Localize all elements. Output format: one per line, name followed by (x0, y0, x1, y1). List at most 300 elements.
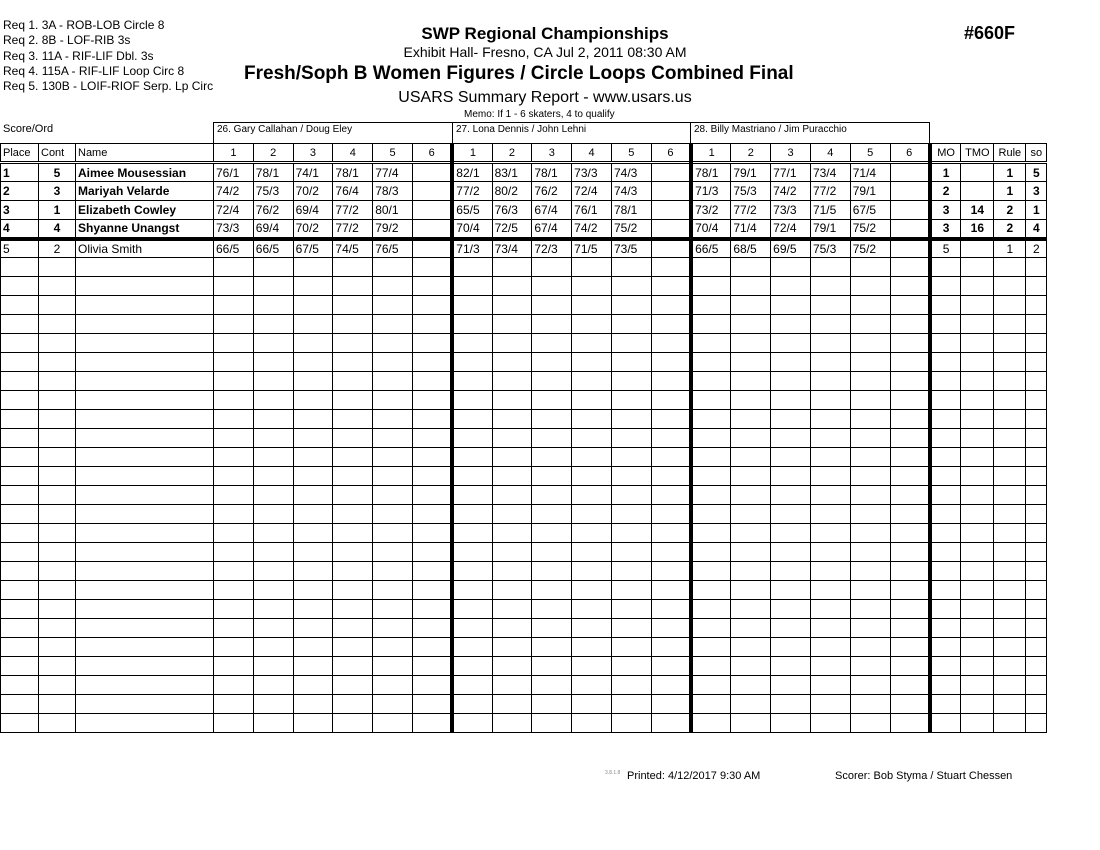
cont-cell (39, 676, 76, 695)
score-cell (572, 353, 612, 372)
score-cell: 67/4 (532, 201, 572, 220)
judge-column-header: 5 (850, 144, 890, 163)
score-cell (532, 429, 572, 448)
score-cell (691, 657, 731, 676)
score-cell (532, 315, 572, 334)
table-row (1, 410, 1047, 429)
so-cell: 2 (1026, 239, 1047, 258)
score-cell (532, 638, 572, 657)
tmo-cell: 16 (961, 220, 994, 239)
score-cell (452, 676, 492, 695)
table-row (1, 220, 1047, 239)
score-cell (253, 353, 293, 372)
score-cell (890, 638, 930, 657)
results-table (0, 143, 1047, 733)
rule-header: Rule (994, 144, 1026, 163)
score-cell (293, 334, 333, 353)
score-cell (850, 676, 890, 695)
score-cell: 70/4 (452, 220, 492, 239)
score-cell (214, 581, 254, 600)
score-cell (373, 410, 413, 429)
score-cell (651, 201, 691, 220)
score-cell (253, 714, 293, 733)
score-cell (771, 429, 811, 448)
score-cell (691, 562, 731, 581)
so-cell (1026, 695, 1047, 714)
score-cell: 73/3 (214, 220, 254, 239)
place-cell: 4 (1, 220, 39, 239)
score-cell: 76/2 (532, 182, 572, 201)
score-cell (373, 657, 413, 676)
cont-cell (39, 695, 76, 714)
score-cell (293, 619, 333, 638)
score-cell (890, 334, 930, 353)
score-cell: 77/4 (373, 163, 413, 182)
score-cell (373, 562, 413, 581)
skater-name (76, 676, 214, 695)
score-cell (691, 429, 731, 448)
rule-cell (994, 657, 1026, 676)
score-cell (373, 391, 413, 410)
score-cell (532, 372, 572, 391)
mo-cell (930, 714, 961, 733)
version-label: 3.8.1.8 (605, 770, 621, 776)
score-cell: 72/4 (771, 220, 811, 239)
place-cell (1, 638, 39, 657)
cont-cell: 3 (39, 182, 76, 201)
score-cell (373, 581, 413, 600)
judge-column-header: 2 (731, 144, 771, 163)
place-cell (1, 315, 39, 334)
tmo-cell (961, 581, 994, 600)
score-cell: 70/4 (691, 220, 731, 239)
score-cell (850, 277, 890, 296)
score-cell (731, 315, 771, 334)
skater-name (76, 258, 214, 277)
score-cell (452, 562, 492, 581)
score-cell (373, 258, 413, 277)
mo-cell (930, 467, 961, 486)
score-cell: 66/5 (691, 239, 731, 258)
score-cell (771, 695, 811, 714)
so-cell (1026, 581, 1047, 600)
score-cell (890, 714, 930, 733)
score-cell (810, 467, 850, 486)
score-cell (532, 562, 572, 581)
table-row (1, 543, 1047, 562)
score-cell: 73/2 (691, 201, 731, 220)
tmo-cell (961, 486, 994, 505)
score-cell (412, 296, 452, 315)
score-cell (611, 638, 651, 657)
score-cell (532, 581, 572, 600)
score-cell (412, 524, 452, 543)
score-cell (890, 163, 930, 182)
score-cell: 78/1 (253, 163, 293, 182)
score-cell (651, 524, 691, 543)
score-cell (373, 429, 413, 448)
score-cell (572, 258, 612, 277)
score-cell (691, 277, 731, 296)
score-cell (691, 448, 731, 467)
cont-cell (39, 657, 76, 676)
score-cell (214, 315, 254, 334)
so-cell: 3 (1026, 182, 1047, 201)
score-cell (253, 410, 293, 429)
score-cell (731, 562, 771, 581)
score-cell (850, 600, 890, 619)
score-cell (253, 676, 293, 695)
score-cell (333, 695, 373, 714)
skater-name (76, 486, 214, 505)
score-cell (412, 638, 452, 657)
score-cell (611, 600, 651, 619)
score-cell (890, 581, 930, 600)
table-row (1, 163, 1047, 182)
score-cell (611, 334, 651, 353)
tmo-cell (961, 657, 994, 676)
score-cell: 80/2 (492, 182, 532, 201)
score-cell (333, 600, 373, 619)
skater-name (76, 353, 214, 372)
score-cell (293, 315, 333, 334)
rule-cell (994, 258, 1026, 277)
score-cell (611, 296, 651, 315)
cont-cell (39, 448, 76, 467)
score-cell: 66/5 (253, 239, 293, 258)
score-cell (771, 410, 811, 429)
score-cell (771, 486, 811, 505)
score-cell (731, 657, 771, 676)
score-cell (890, 562, 930, 581)
skater-name (76, 657, 214, 676)
table-row (1, 676, 1047, 695)
score-cell (492, 619, 532, 638)
score-cell (850, 448, 890, 467)
so-cell (1026, 410, 1047, 429)
score-cell (373, 695, 413, 714)
score-cell: 75/2 (850, 220, 890, 239)
score-cell (412, 562, 452, 581)
printed-date: Printed: 4/12/2017 9:30 AM (627, 770, 761, 782)
score-cell: 77/2 (333, 201, 373, 220)
score-cell (333, 410, 373, 429)
so-cell (1026, 353, 1047, 372)
score-cell (333, 524, 373, 543)
score-cell (731, 505, 771, 524)
score-cell (293, 581, 333, 600)
score-cell (452, 296, 492, 315)
score-cell: 69/4 (253, 220, 293, 239)
mo-cell (930, 391, 961, 410)
score-cell (771, 619, 811, 638)
score-cell (214, 353, 254, 372)
score-cell (253, 372, 293, 391)
score-cell (492, 486, 532, 505)
score-cell (452, 448, 492, 467)
tmo-cell (961, 163, 994, 182)
score-cell (810, 296, 850, 315)
judge-column-header: 3 (771, 144, 811, 163)
score-cell (452, 353, 492, 372)
table-row (1, 201, 1047, 220)
score-cell: 75/3 (731, 182, 771, 201)
judge-column-header: 3 (532, 144, 572, 163)
score-cell (532, 353, 572, 372)
score-cell (293, 505, 333, 524)
cont-cell (39, 296, 76, 315)
score-cell (611, 486, 651, 505)
so-cell (1026, 467, 1047, 486)
score-cell (691, 505, 731, 524)
score-cell (253, 505, 293, 524)
score-cell: 79/2 (373, 220, 413, 239)
score-cell: 67/4 (532, 220, 572, 239)
score-cell (771, 543, 811, 562)
score-cell (214, 524, 254, 543)
place-cell (1, 657, 39, 676)
score-cell (532, 410, 572, 429)
score-cell (810, 391, 850, 410)
score-cell (214, 543, 254, 562)
place-cell (1, 467, 39, 486)
score-cell: 74/1 (293, 163, 333, 182)
so-cell (1026, 429, 1047, 448)
score-cell (572, 486, 612, 505)
place-cell (1, 676, 39, 695)
so-cell (1026, 296, 1047, 315)
score-cell: 65/5 (452, 201, 492, 220)
tmo-cell (961, 182, 994, 201)
table-row (1, 657, 1047, 676)
score-cell (572, 638, 612, 657)
rule-cell (994, 277, 1026, 296)
tmo-cell (961, 296, 994, 315)
score-cell: 79/1 (810, 220, 850, 239)
score-cell (771, 524, 811, 543)
mo-cell: 1 (930, 163, 961, 182)
score-cell (850, 695, 890, 714)
score-cell (333, 315, 373, 334)
score-cell (412, 619, 452, 638)
tmo-cell (961, 372, 994, 391)
score-cell (452, 391, 492, 410)
place-cell (1, 334, 39, 353)
score-cell (731, 638, 771, 657)
score-cell (253, 524, 293, 543)
score-cell (253, 429, 293, 448)
event-title: Fresh/Soph B Women Figures / Circle Loops Combined Final (244, 63, 794, 84)
skater-name (76, 315, 214, 334)
place-cell (1, 277, 39, 296)
score-cell (532, 505, 572, 524)
score-cell: 66/5 (214, 239, 254, 258)
score-cell (333, 429, 373, 448)
score-cell (214, 429, 254, 448)
score-cell (611, 562, 651, 581)
score-cell (452, 258, 492, 277)
score-cell (373, 486, 413, 505)
score-cell (293, 410, 333, 429)
cont-cell (39, 391, 76, 410)
score-cell (293, 277, 333, 296)
score-cell (771, 372, 811, 391)
score-cell (452, 581, 492, 600)
score-cell: 70/2 (293, 220, 333, 239)
score-cell (572, 505, 612, 524)
tmo-cell (961, 543, 994, 562)
rule-cell (994, 638, 1026, 657)
score-cell (611, 353, 651, 372)
skater-name (76, 334, 214, 353)
score-cell (850, 505, 890, 524)
tmo-cell (961, 277, 994, 296)
score-cell (373, 638, 413, 657)
cont-cell: 1 (39, 201, 76, 220)
so-cell (1026, 619, 1047, 638)
score-cell (492, 467, 532, 486)
score-cell (651, 676, 691, 695)
cont-cell (39, 410, 76, 429)
score-cell: 67/5 (850, 201, 890, 220)
score-cell (373, 315, 413, 334)
score-cell (691, 543, 731, 562)
score-cell: 72/4 (572, 182, 612, 201)
score-cell (810, 410, 850, 429)
score-cell (412, 448, 452, 467)
score-cell (214, 505, 254, 524)
score-cell (293, 486, 333, 505)
score-cell (731, 581, 771, 600)
score-cell (532, 657, 572, 676)
judge-column-header: 1 (452, 144, 492, 163)
mo-cell (930, 296, 961, 315)
score-cell (492, 448, 532, 467)
score-cell (253, 600, 293, 619)
score-cell (214, 638, 254, 657)
score-cell (333, 467, 373, 486)
score-cell (731, 676, 771, 695)
score-cell (214, 695, 254, 714)
so-cell (1026, 543, 1047, 562)
place-cell (1, 258, 39, 277)
score-cell (890, 296, 930, 315)
score-cell: 73/3 (771, 201, 811, 220)
score-cell (691, 486, 731, 505)
score-cell: 78/1 (532, 163, 572, 182)
score-cell (333, 448, 373, 467)
score-cell (412, 334, 452, 353)
score-cell (412, 695, 452, 714)
score-cell (572, 372, 612, 391)
score-cell (691, 619, 731, 638)
table-row (1, 372, 1047, 391)
judge-header: 26. Gary Callahan / Doug Eley (213, 122, 453, 143)
competition-title: SWP Regional Championships (421, 24, 669, 43)
score-cell (810, 353, 850, 372)
score-cell: 78/1 (333, 163, 373, 182)
mo-cell (930, 486, 961, 505)
score-cell (253, 391, 293, 410)
score-cell (412, 201, 452, 220)
tmo-header: TMO (961, 144, 994, 163)
score-cell (850, 714, 890, 733)
so-cell (1026, 657, 1047, 676)
rule-cell (994, 391, 1026, 410)
rule-cell (994, 353, 1026, 372)
score-cell (293, 467, 333, 486)
skater-name (76, 562, 214, 581)
requirement: Req 1. 3A - ROB-LOB Circle 8 (3, 18, 165, 32)
table-row (1, 296, 1047, 315)
score-cell (850, 353, 890, 372)
score-cell (810, 277, 850, 296)
skater-name: Aimee Mousessian (76, 163, 214, 182)
score-cell (850, 543, 890, 562)
score-cell (532, 600, 572, 619)
score-cell (611, 277, 651, 296)
rule-cell (994, 315, 1026, 334)
table-row (1, 448, 1047, 467)
score-cell (412, 410, 452, 429)
score-cell (293, 353, 333, 372)
score-cell (214, 391, 254, 410)
score-cell (492, 714, 532, 733)
so-cell (1026, 714, 1047, 733)
score-cell (214, 467, 254, 486)
score-cell (651, 277, 691, 296)
score-cell (373, 277, 413, 296)
score-cell (850, 372, 890, 391)
score-cell (532, 277, 572, 296)
mo-cell: 3 (930, 220, 961, 239)
score-cell (492, 524, 532, 543)
score-cell (253, 448, 293, 467)
score-cell (492, 258, 532, 277)
cont-cell (39, 372, 76, 391)
score-cell (731, 410, 771, 429)
so-cell (1026, 315, 1047, 334)
score-cell (532, 296, 572, 315)
score-cell (771, 676, 811, 695)
so-cell (1026, 600, 1047, 619)
score-cell: 75/2 (850, 239, 890, 258)
score-cell (651, 391, 691, 410)
table-row (1, 429, 1047, 448)
score-cell: 72/5 (492, 220, 532, 239)
cont-cell (39, 543, 76, 562)
table-row (1, 581, 1047, 600)
table-row (1, 505, 1047, 524)
score-cell (333, 714, 373, 733)
score-cell (771, 714, 811, 733)
place-cell (1, 353, 39, 372)
mo-cell (930, 657, 961, 676)
mo-header: MO (930, 144, 961, 163)
score-cell (214, 714, 254, 733)
name-header: Name (76, 144, 214, 163)
score-cell: 82/1 (452, 163, 492, 182)
score-cell (691, 714, 731, 733)
score-cell (890, 467, 930, 486)
place-cell (1, 486, 39, 505)
memo: Memo: If 1 - 6 skaters, 4 to qualify (464, 109, 615, 120)
score-cell (373, 600, 413, 619)
score-cell (890, 657, 930, 676)
score-cell (253, 657, 293, 676)
score-cell (452, 638, 492, 657)
score-cell (253, 296, 293, 315)
